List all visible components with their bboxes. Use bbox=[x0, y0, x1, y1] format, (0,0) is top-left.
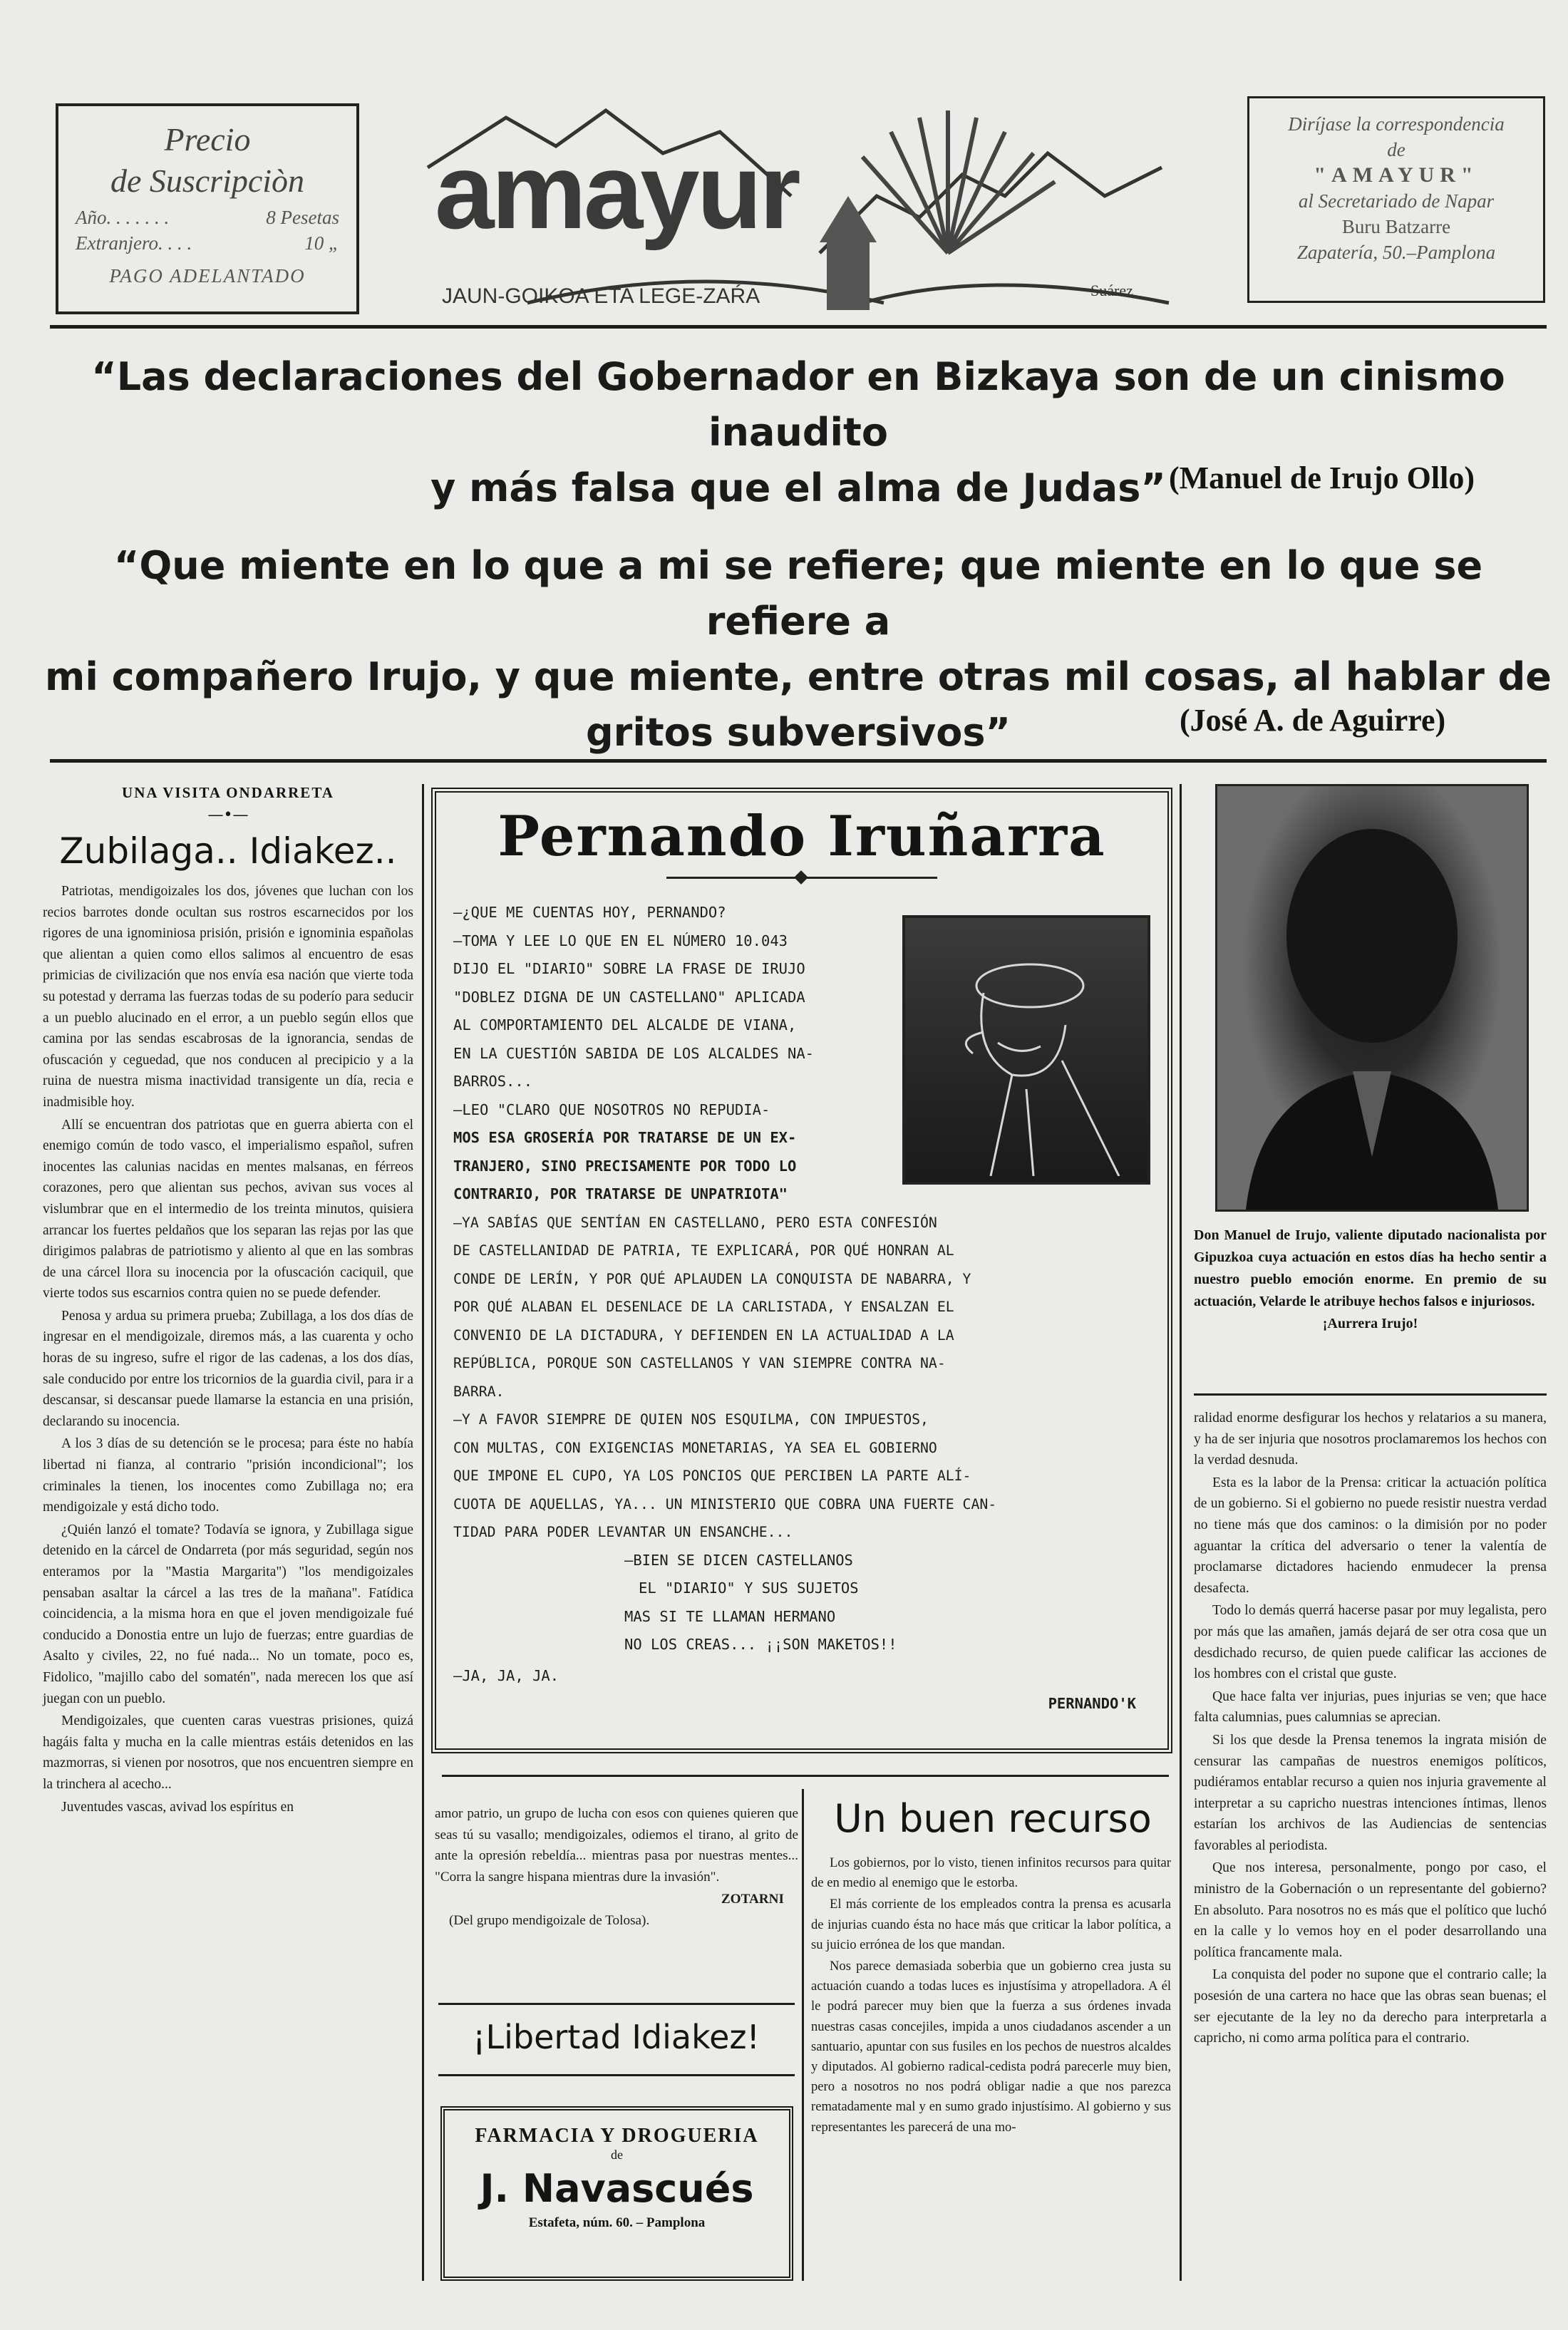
caption-rule bbox=[1194, 1393, 1547, 1396]
corr-line-4: al Secretariado de Napar bbox=[1298, 190, 1495, 212]
verse-line: —BIEN SE DICEN CASTELLANOS bbox=[624, 1551, 853, 1569]
article-paragraph: ¿Quién lanzó el tomate? Todavía se ignora, y Zubillaga sigue detenido en la cárcel de Ondarreta (por más seguridad, según nos enteramos por la "Mastia Margarita") "los mendigoizales pensaban asaltar la cárcel a las tres de la mañana". Fatídica coincidencia, a la misma hora en que el joven mendigoizale fué conducido a Donostia entre un lujo de fuerzas; entre guardias de Asalto y civiles, 22, no fué nada... No un tomate, poco es, Fidolico, "majillo cabo del somatén", nada merecen los que así juegan con un pueblo. bbox=[43, 1522, 413, 1706]
dialogue-block-1 bbox=[453, 899, 881, 1209]
article-paragraph: Que hace falta ver injurias, pues injurias se ven; que hace falta calumnias, pues calumnias se aprecian. bbox=[1194, 1689, 1547, 1726]
price-title-1: Precio bbox=[164, 121, 251, 158]
sun-rays-icon bbox=[862, 110, 1055, 253]
ad-name: J. Navascués bbox=[480, 2166, 754, 2211]
article-paragraph: Esta es la labor de la Prensa: criticar la actuación política de un gobierno. Si el gobierno no puede resistir nuestra verdad no tiene más que dos caminos: o la dimisión por no poder aguantar la crítica del adversario o tener la valentía de proclamarse dictadores haciendo enmudecer la prensa desafecta. bbox=[1194, 1475, 1547, 1596]
article-paragraph: La conquista del poder no supone que el contrario calle; la posesión de una cartera no hace que las obras sean buenas; el ser ejecutante de la ley no da derecho para interpretarla a capricho, ni como arma política para el contrario. bbox=[1194, 1967, 1547, 2046]
dialogue-line: CONVENIO DE LA DICTADURA, Y DEFIENDEN EN LA ACTUALIDAD A LA bbox=[453, 1326, 954, 1344]
feature-signature: PERNANDO'K bbox=[1048, 1695, 1136, 1712]
pharmacy-ad bbox=[440, 2106, 793, 2281]
article-body bbox=[43, 881, 413, 1818]
slogan-rule-bottom bbox=[438, 2074, 795, 2076]
masthead-illustration bbox=[421, 89, 1176, 317]
verse-block bbox=[453, 1547, 1150, 1659]
masthead-rule bbox=[50, 325, 1547, 329]
corr-line-1: Diríjase la correspondencia bbox=[1288, 113, 1505, 135]
article-paragraph: Allí se encuentran dos patriotas que en guerra abierta con el enemigo común de todo vasco, el imperialismo español, sufren inocentes las calunias nacidas en mentes malsanas, en férreos corazones, pero que alientan sus pechos, avivan sus voces al vislumbrar que en el intermedio de los treinta minutos, quisiera arrancar los fuertes peldaños que los separan las rejas por las que dirigimos palabras de patriotismo y aliento al que en las sombras de una cárcel llora su inocencia por la ofuscación caciquil, que vierte todos sus escarnios contra quien no se puede defender. bbox=[43, 1117, 413, 1301]
artist-signature: Suárez bbox=[1090, 282, 1133, 299]
corr-line-3: "AMAYUR" bbox=[1314, 163, 1479, 187]
dialogue-line: CUOTA DE AQUELLAS, YA... UN MINISTERIO QUE COBRA UNA FUERTE CAN- bbox=[453, 1495, 997, 1512]
article-ornament: —•— bbox=[207, 806, 249, 824]
price-title-2: de Suscripciòn bbox=[110, 163, 305, 199]
quote-2-author: (José A. de Aguirre) bbox=[1180, 703, 1446, 738]
dialogue-line: —YA SABÍAS QUE SENTÍAN EN CASTELLANO, PERO ESTA CONFESIÓN bbox=[453, 1214, 937, 1231]
article-paragraph: Que nos interesa, personalmente, pongo por caso, el ministro de la Gobernación o un representante del gobierno? En absoluto. Para nosotros no es más que el político que luchó en la calle y lo vemos hoy en el poder desarrollando una política francamente mala. bbox=[1194, 1860, 1547, 1960]
article-paragraph: Mendigoizales, que cuenten caras vuestras prisiones, quizá hagáis falta y mucha en la calle mientras estáis detenidos en las mazmorras, si vienen por nosotros, que nos encuentren siempre en la trinchera al acecho... bbox=[43, 1713, 413, 1792]
article-paragraph: Nos parece demasiada soberbia que un gobierno crea justa su actuación cuando a todas luces es injustísima y atropelladora. A él le podrá parecer muy bien que la fuerza a sus órdenes invada nuestras casas concejiles, impida a unos ciudadanos ascender a un santuario, apuntar con sus fusiles en los pechos de nuestros alcaldes y diputados. Al gobierno radical-cedista podrá parecerle muy bien, pero a nosotros no nos podrá obligar nadie a que nos parezca rematadamente mal y en sumo grado injustísimo. Al gobierno y sus representantes les parecerá de una mo- bbox=[811, 1959, 1171, 2135]
price-row2-value: 10 „ bbox=[304, 232, 339, 254]
tree-icon bbox=[820, 196, 877, 310]
slogan-rule-top bbox=[438, 2003, 795, 2005]
ad-line-1: FARMACIA Y DROGUERIA bbox=[475, 2125, 759, 2147]
left-article bbox=[43, 784, 413, 1819]
dialogue-line: —TOMA Y LEE LO QUE EN EL NÚMERO 10.043 bbox=[453, 932, 788, 949]
dialogue-line: —Y A FAVOR SIEMPRE DE QUIEN NOS ESQUILMA, CON IMPUESTOS, bbox=[453, 1411, 929, 1428]
caption-exclaim: ¡Aurrera Irujo! bbox=[1322, 1316, 1418, 1331]
quote-2-line-1: “Que miente en lo que a mi se refiere; que miente en lo que se refiere a bbox=[113, 543, 1483, 644]
verse-line: MAS SI TE LLAMAN HERMANO bbox=[624, 1607, 836, 1625]
ad-address: Estafeta, núm. 60. – Pamplona bbox=[528, 2215, 706, 2230]
dialogue-line: —¿QUE ME CUENTAS HOY, PERNANDO? bbox=[453, 904, 726, 921]
continued-article bbox=[435, 1803, 798, 1931]
quote-1-line-1: “Las declaraciones del Gobernador en Bizkaya son de un cinismo inaudito bbox=[91, 354, 1505, 455]
corr-line-2: de bbox=[1387, 139, 1405, 160]
article-paragraph: Si los que desde la Prensa tenemos la ingrata misión de censurar las campañas de nuestros enemigos políticos, pudiéramos entablar recurso a quien nos injuria gravemente al interpretar a su capricho nuestras intenciones íntimas, llenos estarían los archivos de las Audiencias de sentencias favorables al periodista. bbox=[1194, 1732, 1547, 1853]
slogan-libertad: ¡Libertad Idiakez! bbox=[473, 2018, 760, 2056]
masthead-logo: amayur bbox=[435, 131, 798, 251]
caricature-frame bbox=[902, 915, 1150, 1185]
article-paragraph: Todo lo demás querrá hacerse pasar por muy legalista, pero por más que las amañen, jamás dejará de ser otra cosa que un desdichado recurso, de quien puede calificar las acciones de los hombres con el cristal que guste. bbox=[1194, 1603, 1547, 1682]
dialogue-line: POR QUÉ ALABAN EL DESENLACE DE LA CARLISTADA, Y ENSALZAN EL bbox=[453, 1299, 954, 1315]
dialogue-line: TRANJERO, SINO PRECISAMENTE POR TODO LO bbox=[453, 1157, 797, 1175]
article-paragraph: A los 3 días de su detención se le procesa; para éste no había libertad ni fianza, al contrario "prisión incondicional"; los criminales la tienen, los inocentes como Zubillaga no; era mendigoizale y está dicho todo. bbox=[43, 1436, 413, 1515]
pernando-feature bbox=[431, 788, 1172, 1753]
dialogue-line: CONDE DE LERÍN, Y POR QUÉ APLAUDEN LA CONQUISTA DE NABARRA, Y bbox=[453, 1270, 971, 1287]
right-article bbox=[1194, 1408, 1547, 2051]
feature-title: Pernando Iruñarra bbox=[497, 804, 1106, 869]
recurso-article bbox=[811, 1853, 1171, 2139]
dialogue-line: EN LA CUESTIÓN SABIDA DE LOS ALCALDES NA- bbox=[453, 1044, 815, 1062]
article-paragraph: amor patrio, un grupo de lucha con esos con quienes quieren que seas tú su vasallo; mendigoizales, odiemos el tirano, al grito de ante la opresión rebeldía... mientras pasa por nuestras mentes... "Corra la sangre hispana mientras dure la invasión". bbox=[435, 1806, 798, 1885]
article-paragraph: Juventudes vascas, avivad los espíritus en bbox=[61, 1799, 294, 1815]
lower-column-rule bbox=[802, 1789, 804, 2281]
article-paragraph: Penosa y ardua su primera prueba; Zubillaga, a los dos días de ingresar en el mendigoizale, diremos más, a las cuarenta y ocho horas de su ingreso, sufre el rigor de las cadenas, a los dos días, sale conducido por entre los tricornios de la guardia civil, para ir a descansar, si descansar puede llamarse la estancia en una prisión, declarando su inocencia. bbox=[43, 1308, 413, 1429]
quote-2-line-3: gritos subversivos” bbox=[586, 710, 1011, 755]
price-row1-value: 8 Pesetas bbox=[266, 207, 339, 228]
article-title: Zubilaga.. Idiakez.. bbox=[59, 830, 397, 872]
article-signature: ZOTARNI bbox=[721, 1892, 784, 1907]
price-row2-label: Extranjero. . . . bbox=[76, 232, 192, 254]
corr-line-5: Buru Batzarre bbox=[1341, 216, 1451, 237]
diamond-icon bbox=[794, 870, 808, 885]
portrait-photo-irujo bbox=[1215, 784, 1529, 1212]
article-paragraph: Los gobiernos, por lo visto, tienen infinitos recursos para quitar de en medio al enemigo que le estorba. bbox=[811, 1855, 1171, 1891]
masthead-motto: JAUN-GOIKOA ETA LEGE-ZAŔA bbox=[442, 284, 760, 308]
quotes-rule bbox=[50, 759, 1547, 763]
caption-text: Don Manuel de Irujo, valiente diputado nacionalista por Gipuzkoa cuya actuación en estos días ha hecho sentir a nuestro pueblo emoción enorme. En premio de su actuación, Velarde le atribuye hechos falsos e injuriosos. bbox=[1194, 1227, 1547, 1309]
article-paragraph: El más corriente de los empleados contra la prensa es acusarla de injurias cuando ésta no hace más que criticar la labor política, a su juicio errónea de los que mandan. bbox=[811, 1897, 1171, 1952]
dialogue-line: CON MULTAS, CON EXIGENCIAS MONETARIAS, YA SEA EL GOBIERNO bbox=[453, 1439, 937, 1456]
dialogue-line: DIJO EL "DIARIO" SOBRE LA FRASE DE IRUJO bbox=[453, 960, 805, 977]
article-paragraph: ralidad enorme desfigurar los hechos y relatarios a su manera, y ha de ser injuria que nosotros proclamaremos los hechos con la verdad desnuda. bbox=[1194, 1411, 1547, 1468]
title-ornament bbox=[666, 877, 937, 885]
column-rule-right bbox=[1180, 784, 1182, 2281]
article-title-recurso: Un buen recurso bbox=[834, 1796, 1152, 1841]
article-source: (Del grupo mendigoizale de Tolosa). bbox=[449, 1912, 650, 1928]
dialogue-line: BARRA. bbox=[453, 1383, 505, 1400]
dialogue-line: AL COMPORTAMIENTO DEL ALCALDE DE VIANA, bbox=[453, 1016, 797, 1033]
dialogue-line: —LEO "CLARO QUE NOSOTROS NO REPUDIA- bbox=[453, 1100, 770, 1118]
correspondence-box bbox=[1247, 96, 1545, 303]
dialogue-line: "DOBLEZ DIGNA DE UN CASTELLANO" APLICADA bbox=[453, 988, 805, 1006]
dialogue-line: QUE IMPONE EL CUPO, YA LOS PONCIOS QUE PERCIBEN LA PARTE ALÍ- bbox=[453, 1468, 971, 1484]
article-paragraph: Patriotas, mendigoizales los dos, jóvenes que luchan con los recios barrotes donde ocultan sus rostros escarnecidos por los rigores de una ignominiosa prisión, prisión e ignominia españolas que alientan a quien como ellos salimos al encuentro de esas primicias de civilización que nos envía esa nación que vierte toda su potestad y derrama las fuerzas todas de su poderío para seducir a un pueblo alucinado en el error, a un pueblo según ellos que camina por las sendas escabrosas de la ignorancia, sendas de ofuscación y ceguedad, que nos conducen al precipicio y a la ruina de nuestra misma inactividad transigente un día, recia e inadmisible hoy. bbox=[43, 884, 413, 1110]
column-rule-left bbox=[422, 784, 424, 2281]
dialogue-line: REPÚBLICA, PORQUE SON CASTELLANOS Y VAN SIEMPRE CONTRA NA- bbox=[453, 1355, 946, 1371]
man-with-beret-icon bbox=[966, 964, 1119, 1176]
dialogue-block-2 bbox=[453, 1209, 1150, 1547]
quote-1-line-2: y más falsa que el alma de Judas” bbox=[430, 465, 1166, 510]
dialogue-line: MOS ESA GROSERÍA POR TRATARSE DE UN EX- bbox=[453, 1129, 797, 1146]
dialogue-laugh: —JA, JA, JA. bbox=[453, 1666, 559, 1684]
quote-2-line-2: mi compañero Irujo, y que miente, entre otras mil cosas, al hablar de bbox=[45, 654, 1552, 699]
caricature-illustration bbox=[905, 918, 1142, 1176]
dialogue-line: TIDAD PARA PODER LEVANTAR UN ENSANCHE... bbox=[453, 1524, 793, 1540]
price-footer: PAGO ADELANTADO bbox=[109, 265, 306, 287]
article-kicker: UNA VISITA ONDARRETA bbox=[122, 784, 334, 801]
subscription-price-box bbox=[56, 103, 359, 314]
dialogue-line: DE CASTELLANIDAD DE PATRIA, TE EXPLICARÁ, POR QUÉ HONRAN AL bbox=[453, 1242, 954, 1259]
verse-line: EL "DIARIO" Y SUS SUJETOS bbox=[639, 1579, 859, 1597]
dialogue-line: CONTRARIO, POR TRATARSE DE UNPATRIOTA" bbox=[453, 1185, 788, 1202]
lower-center-rule bbox=[442, 1775, 1169, 1777]
verse-line: NO LOS CREAS... ¡¡SON MAKETOS!! bbox=[624, 1636, 897, 1653]
corr-line-6: Zapatería, 50.–Pamplona bbox=[1296, 242, 1496, 263]
quote-1-author: (Manuel de Irujo Ollo) bbox=[1169, 460, 1475, 495]
price-row1-label: Año. . . . . . . bbox=[76, 207, 170, 228]
dialogue-line: BARROS... bbox=[453, 1073, 533, 1090]
ad-line-2: de bbox=[611, 2148, 623, 2162]
portrait-silhouette-icon bbox=[1217, 786, 1527, 1210]
photo-caption bbox=[1194, 1225, 1547, 1335]
